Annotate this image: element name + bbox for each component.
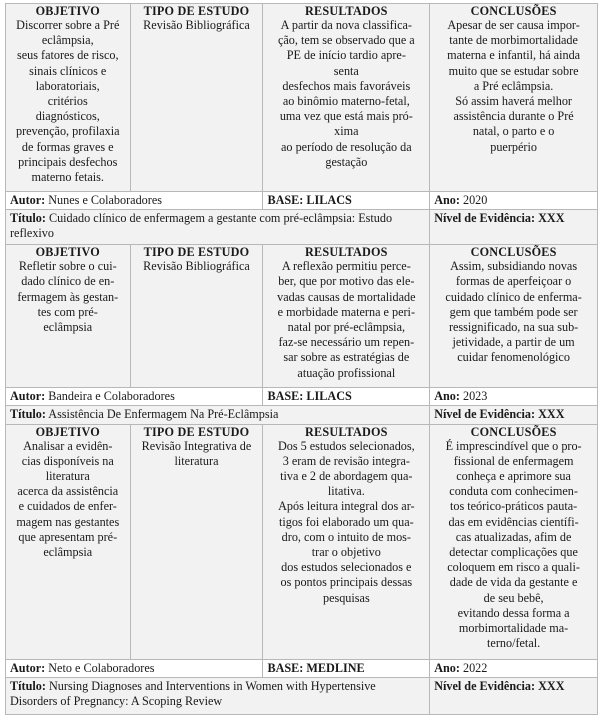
conclusoes-line: a Pré eclâmpsia. [473,78,554,93]
study-row [6,424,598,659]
author-cell [6,659,263,677]
cell-conclusoes [430,424,598,659]
header-resultados: RESULTADOS [305,4,388,18]
conclusoes-line: das em evidências científi- [448,514,579,529]
base-cell [263,192,430,210]
objetivo-line: eclâmpsia [43,545,93,560]
cell-resultados [263,4,430,192]
header-conclusoes: CONCLUSÕES [470,4,557,18]
header-conclusoes: CONCLUSÕES [470,424,557,439]
conclusoes-line: Assim, subsidiando novas [450,259,578,274]
evidence-label: Nível de Evidência: [434,678,536,693]
tipo-line: literatura [174,453,219,468]
resultados-line: ao período de resolução da [281,139,412,154]
conclusoes-line: conheça e aprimore sua [456,469,571,484]
objetivo-line: eclâmpsia [43,320,93,335]
conclusoes-line: puerpério [490,139,537,154]
year-value: 2023 [462,389,488,404]
header-objetivo: OBJETIVO [35,424,100,439]
conclusoes-line: Apesar de ser causa impor- [447,18,580,32]
objetivo-line: diagnósticos, [35,109,100,124]
conclusoes-line: conduta com conhecimen- [449,484,578,499]
conclusoes-line: tante de morbimortalidade [449,33,578,48]
base-value: MEDLINE [306,660,365,675]
conclusoes-line: cas atualizadas, afim de [455,529,572,544]
cell-tipo [130,424,263,659]
year-label: Ano: [434,389,460,404]
resultados-line: Dos 5 estudos selecionados, [277,438,415,453]
base-label: BASE: [267,193,304,207]
objetivo-line: seus fatores de risco, [16,48,119,63]
conclusoes-line: Só assim haverá melhor [455,94,572,109]
base-label: BASE: [267,389,304,404]
resultados-line: natal por pré-eclâmpsia, [287,320,406,335]
studies-table-body [6,4,598,715]
conclusoes-line: fissional de enfermagem [453,453,574,468]
conclusoes-line: evitando dessa forma a [457,605,570,620]
studies-table [5,3,598,715]
resultados-line: sar sobre as estratégias de [283,350,410,365]
title-value: Assistência De Enfermagem Na Pré-Eclâmpsia [48,407,279,422]
conclusoes-line: assistência durante o Pré [453,109,574,124]
resultados-line: e morbidade materna e peri- [277,304,416,319]
title-cell [6,210,430,245]
cell-objetivo [6,4,131,192]
year-value: 2022 [462,660,488,675]
evidence-value: XXX [538,211,565,226]
conclusoes-line: materna e infantil, há ainda [447,48,581,63]
author-value: Neto e Colaboradores [48,660,155,675]
header-objetivo: OBJETIVO [35,245,100,260]
conclusoes-line: gem que também pode ser [449,304,578,319]
title-row [6,406,598,424]
study-row [6,4,598,192]
author-label: Autor: [10,193,46,207]
objetivo-line: Discorrer sobre a Pré [16,18,120,32]
title-label: Título: [10,407,46,422]
resultados-line: dro, com o intuito de mos- [281,529,411,544]
cell-objetivo [6,424,131,659]
objetivo-line: principais desfechos [18,154,118,169]
objetivo-line: Refletir sobre o cui- [18,259,117,274]
tipo-line: Revisão Bibliográfica [143,259,250,274]
header-resultados: RESULTADOS [305,245,388,260]
year-cell [430,388,598,406]
cell-resultados [263,424,430,659]
conclusoes-line: natal, o parto e o [472,124,555,139]
evidence-value: XXX [538,407,565,422]
conclusoes-line: jetividade, a partir de um [452,335,575,350]
resultados-line: dos estudos selecionados e [281,560,412,575]
resultados-line: senta [333,63,359,78]
cell-objetivo [6,245,131,388]
base-cell [263,659,430,677]
title-cell [6,406,430,424]
resultados-line: os pontos principais dessas [280,575,413,590]
conclusoes-line: coloquem em risco a quali- [447,560,580,575]
resultados-line: ção, tem se observado que a [277,33,415,48]
cell-tipo [130,245,263,388]
title-row [6,677,598,714]
author-value: Nunes e Colaboradores [48,193,162,207]
cell-conclusoes [430,245,598,388]
year-cell [430,192,598,210]
resultados-line: xima [334,124,359,139]
year-label: Ano: [434,193,460,207]
resultados-line: ber, que por motivo das ele- [278,274,415,289]
header-resultados: RESULTADOS [305,424,388,439]
study-row [6,245,598,388]
evidence-cell [430,677,598,714]
header-tipo: TIPO DE ESTUDO [143,424,250,439]
resultados-line: uma vez que está mais pró- [279,109,413,124]
resultados-line: Após leitura integral dos ar- [278,499,415,514]
objetivo-line: acerca da assistência [17,484,119,499]
objetivo-line: dado clínico de en- [21,274,115,289]
meta-row [6,659,598,677]
resultados-line: desfechos mais favoráveis [282,78,411,93]
author-cell [6,192,263,210]
resultados-line: tiva e 2 de abordagem qua- [280,469,413,484]
title-label: Título: [10,211,46,226]
resultados-line: A partir da nova classifica- [280,18,412,32]
resultados-line: PE de início tardio apre- [286,48,406,63]
objetivo-line: laboratoriais, [35,78,100,93]
resultados-line: litativa. [327,484,365,499]
conclusoes-line: É imprescindível que o pro- [445,438,582,453]
year-cell [430,659,598,677]
conclusoes-line: morbimortalidade ma- [458,621,569,636]
tipo-line: Revisão Bibliográfica [143,18,250,32]
conclusoes-line: detectar complicações que [449,545,578,560]
objetivo-line: cias disponíveis na [21,453,114,468]
year-label: Ano: [434,660,460,675]
resultados-line: pesquisas [322,590,370,605]
year-value: 2020 [462,193,488,207]
resultados-line: atuação profissional [297,365,396,380]
objetivo-line: critérios [47,94,88,109]
meta-row [6,192,598,210]
conclusoes-line: cuidar fenomenológico [457,350,570,365]
objetivo-line: magem nas gestantes [16,514,120,529]
cell-resultados [263,245,430,388]
author-value: Bandeira e Colaboradores [48,389,175,404]
conclusoes-line: de seu bebê, [483,590,544,605]
objetivo-line: materno fetais. [31,170,104,185]
objetivo-line: eclâmpsia, [41,33,94,48]
conclusoes-line: formas de aperfeiçoar o [455,274,572,289]
resultados-line: tigos foi elaborado um qua- [278,514,414,529]
objetivo-line: sinais clínicos e [29,63,107,78]
conclusoes-line: terno/fetal. [487,636,541,651]
resultados-line: trar o objetivo [311,545,381,560]
resultados-line: A reflexão permitiu perce- [281,259,411,274]
objetivo-line: tes com pré- [37,304,98,319]
objetivo-line: que apresentam pré- [18,529,118,544]
evidence-value: XXX [538,678,565,693]
objetivo-line: literatura [45,469,90,484]
base-cell [263,388,430,406]
resultados-line: ao binômio materno-fetal, [282,94,410,109]
base-value: LILACS [306,389,352,404]
title-value: Cuidado clínico de enfermagem a gestante com pré-eclâmpsia: Estudo reflexivo [10,211,393,241]
conclusoes-line: ressignificado, na sua sub- [448,320,579,335]
header-tipo: TIPO DE ESTUDO [143,245,250,260]
meta-row [6,388,598,406]
evidence-cell [430,406,598,424]
resultados-line: 3 eram de revisão integra- [282,453,410,468]
objetivo-line: e cuidados de enfer- [18,499,117,514]
author-label: Autor: [10,660,46,675]
resultados-line: faz-se necessário um repen- [278,335,415,350]
tipo-line: Revisão Integrativa de [141,438,252,453]
objetivo-line: fermagem às gestan- [17,289,119,304]
header-tipo: TIPO DE ESTUDO [143,4,250,18]
conclusoes-line: cuidado clínico de enferma- [445,289,582,304]
title-cell [6,677,430,714]
resultados-line: vadas causas de mortalidade [277,289,416,304]
header-objetivo: OBJETIVO [35,4,100,18]
evidence-label: Nível de Evidência: [434,407,536,422]
evidence-label: Nível de Evidência: [434,211,536,226]
evidence-cell [430,210,598,245]
header-conclusoes: CONCLUSÕES [470,245,557,260]
resultados-line: gestação [325,154,368,169]
title-row [6,210,598,245]
base-value: LILACS [306,193,352,207]
title-value: Nursing Diagnoses and Interventions in Women with Hypertensive Disorders of Pregnancy: A Scoping Review [10,678,376,709]
objetivo-line: prevenção, profilaxia [15,124,120,139]
objetivo-line: de formas graves e [21,139,114,154]
base-label: BASE: [267,660,304,675]
cell-conclusoes [430,4,598,192]
author-cell [6,388,263,406]
author-label: Autor: [10,389,46,404]
objetivo-line: Analisar a evidên- [23,438,113,453]
conclusoes-line: dade de vida da gestante e [449,575,578,590]
conclusoes-line: tos teórico-práticos pauta- [449,499,578,514]
conclusoes-line: muito que se estudar sobre [448,63,579,78]
cell-tipo [130,4,263,192]
title-label: Título: [10,678,46,693]
